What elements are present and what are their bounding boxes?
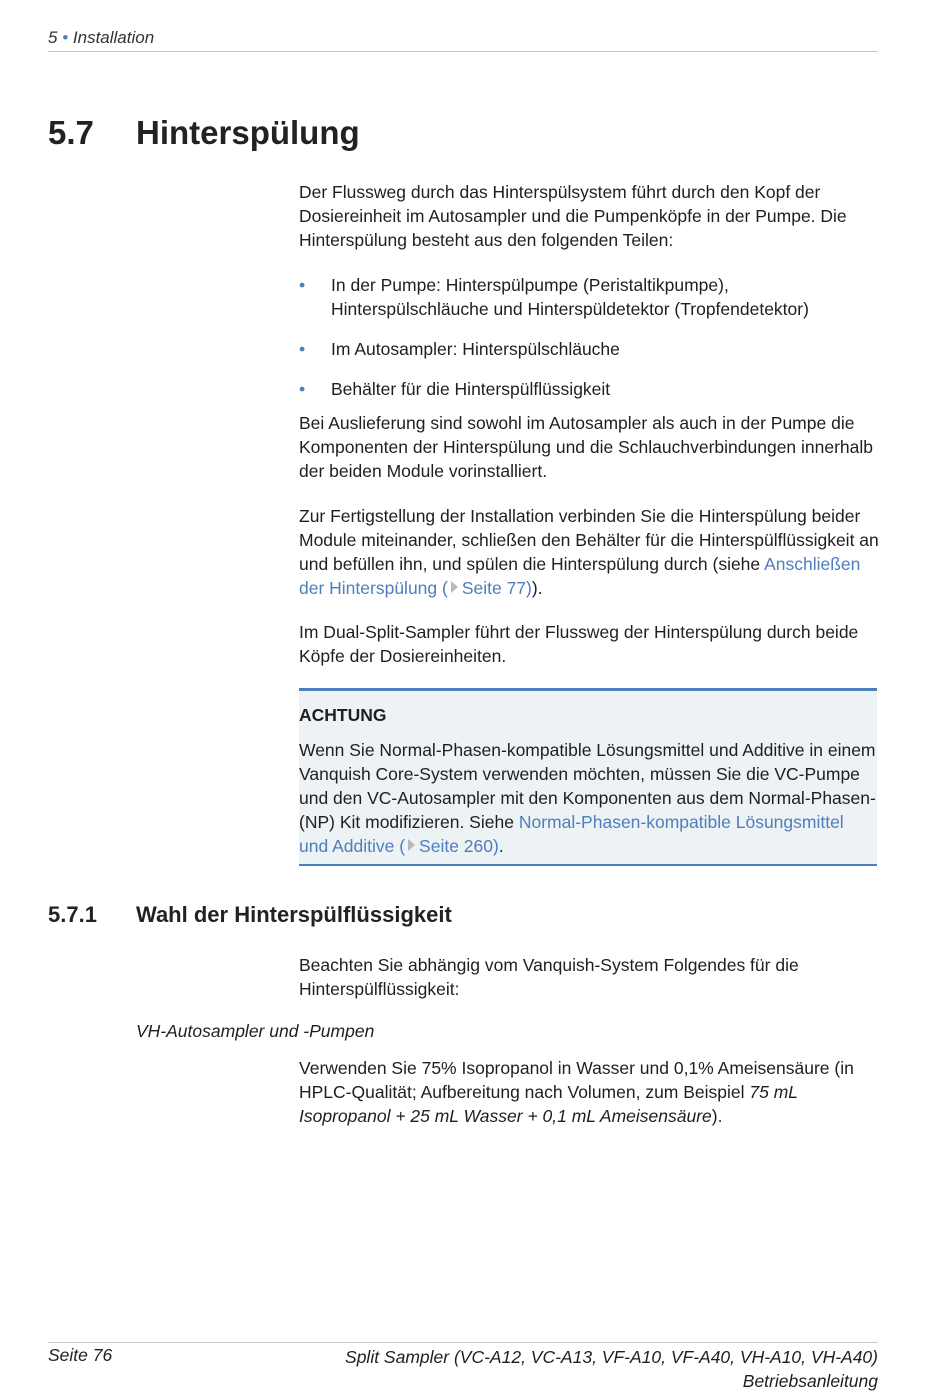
vh-text: Verwenden Sie 75% Isopropanol in Wasser und 0,1% Ameisensäure (in HPLC-Qualität; Aufbereitung nach Volumen, zum Beispiel xyxy=(299,1058,854,1102)
notice-title: ACHTUNG xyxy=(299,705,387,725)
page-number: Seite 76 xyxy=(48,1345,113,1365)
link-page: Seite 77) xyxy=(461,578,532,598)
dual-split-paragraph: Im Dual-Split-Sampler führt der Flussweg der Hinterspülung durch beide Köpfe der Dosiereinheiten. xyxy=(299,622,859,666)
page-arrow-icon xyxy=(408,839,415,851)
list-item-text: Behälter für die Hinterspülflüssigkeit xyxy=(331,379,611,399)
doc-title: Split Sampler (VC-A12, VC-A13, VF-A10, VF-A40, VH-A10, VH-A40) xyxy=(345,1347,878,1367)
completion-after: ). xyxy=(531,578,543,598)
consider-paragraph: Beachten Sie abhängig vom Vanquish-System Folgendes für die Hinterspülflüssigkeit: xyxy=(299,955,799,999)
list-item xyxy=(299,273,879,321)
completion-paragraph xyxy=(299,504,879,600)
intro-paragraph: Der Flussweg durch das Hinterspülsystem führt durch den Kopf der Dosiereinheit im Autosampler und die Pumpenköpfe in der Pumpe. Die Hinterspülung besteht aus den folgenden Teilen: xyxy=(299,182,847,250)
vh-example: 75 mL Isopropanol + 25 mL Wasser + 0,1 mL Ameisensäure xyxy=(299,1082,798,1126)
list-item-text: In der Pumpe: Hinterspülpumpe (Peristaltikpumpe), Hinterspülschläuche und Hinterspüldetektor (Tropfendetektor) xyxy=(331,275,809,319)
header-divider xyxy=(48,51,878,52)
completion-text: Zur Fertigstellung der Installation verbinden Sie die Hinterspülung beider Module miteinander, schließen den Behälter für die Hinterspülflüssigkeit an und befüllen ihn, und spülen die Hinterspülung durch (siehe xyxy=(299,506,879,574)
section-title: Hinterspülung xyxy=(136,114,360,151)
bullet-marker: • xyxy=(299,379,306,399)
vh-after: ). xyxy=(711,1106,723,1126)
running-header xyxy=(48,28,154,48)
notice-box xyxy=(299,688,877,866)
bullet-marker: • xyxy=(299,275,306,295)
notice-body: Wenn Sie Normal-Phasen-kompatible Lösungsmittel und Additive in einem Vanquish Core-System verwenden möchten, müssen Sie die VC-Pumpe und den VC-Autosampler mit den Komponenten aus dem Normal-Phasen- (NP) Kit modifizieren. Siehe xyxy=(299,740,876,832)
footer-doc-info xyxy=(345,1345,878,1393)
footer-divider xyxy=(48,1342,878,1343)
notice-after: . xyxy=(498,836,504,856)
chapter-number: 5 xyxy=(48,28,58,47)
link-text: Anschließen der Hinterspülung ( xyxy=(299,554,861,598)
notice-text xyxy=(299,738,877,858)
section-number: 5.7 xyxy=(48,114,94,151)
delivery-paragraph: Bei Auslieferung sind sowohl im Autosampler als auch in der Pumpe die Komponenten der Hinterspülung und die Schlauchverbindungen innerhalb der beiden Module vorinstalliert. xyxy=(299,413,874,481)
vh-paragraph xyxy=(299,1056,879,1128)
list-item xyxy=(299,337,879,361)
subsection-title: Wahl der Hinterspülflüssigkeit xyxy=(136,902,452,927)
separator-bullet: • xyxy=(62,28,69,47)
vh-heading: VH-Autosampler und -Pumpen xyxy=(136,1021,375,1041)
link-page: Seite 260) xyxy=(419,836,499,856)
list-item xyxy=(299,377,879,401)
list-item-text: Im Autosampler: Hinterspülschläuche xyxy=(331,339,620,359)
page-arrow-icon xyxy=(451,581,458,593)
chapter-title: Installation xyxy=(72,28,155,47)
doc-type: Betriebsanleitung xyxy=(742,1371,878,1391)
subsection-number: 5.7.1 xyxy=(48,902,97,927)
bullet-marker: • xyxy=(299,339,306,359)
link-text: Normal-Phasen-kompatible Lösungsmittel und Additive ( xyxy=(299,812,844,856)
